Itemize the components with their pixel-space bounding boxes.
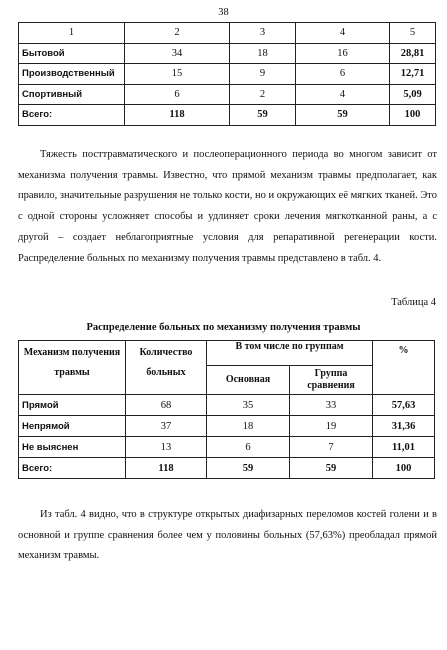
row-label: Спортивный <box>19 84 125 105</box>
column-header: Механизм получения травмы <box>19 341 126 395</box>
table-cell: 68 <box>126 395 207 416</box>
page-number: 38 <box>218 7 229 18</box>
table-row <box>19 395 435 416</box>
table-row <box>19 64 436 85</box>
table-title: Распределение больных по механизму получения травмы <box>86 322 361 333</box>
table-cell: 18 <box>207 416 290 437</box>
table-cell: 6 <box>296 64 390 85</box>
mechanism-table <box>18 340 435 479</box>
table-label: Таблица 4 <box>391 297 436 308</box>
table-cell: 4 <box>296 84 390 105</box>
column-header: % <box>373 341 435 395</box>
paragraph: Тяжесть посттравматического и послеоперационного периода во многом зависит от механизма получения травмы. Известно, что прямой механизм травмы предполагает, как правило, значительные разрушения не только кости, но и окружающих её мягких тканей. Это с одной стороны усложняет способы и удлиняет сроки лечения мягкотканной раны, а с другой – создает неблагоприятные условия для репаративной регенерации кости. Распределение больных по механизму получения травмы представлено в табл. 4. <box>18 149 437 264</box>
table-row <box>19 84 436 105</box>
row-label: Не выяснен <box>19 437 126 458</box>
table-cell: 2 <box>230 84 296 105</box>
row-label: Всего: <box>19 105 125 126</box>
table-cell: 4 <box>296 23 390 44</box>
row-label: Всего: <box>19 458 126 479</box>
column-header: Основная <box>207 366 290 395</box>
table-cell: 57,63 <box>373 395 435 416</box>
table-cell: 33 <box>290 395 373 416</box>
table-cell: 6 <box>207 437 290 458</box>
table-total-row <box>19 458 435 479</box>
table-cell: 3 <box>230 23 296 44</box>
table-cell: 59 <box>230 105 296 126</box>
table-cell: 6 <box>125 84 230 105</box>
table-cell: 12,71 <box>390 64 436 85</box>
table-cell: 59 <box>296 105 390 126</box>
table-row <box>19 437 435 458</box>
table-total-row <box>19 105 436 126</box>
table-header-row <box>19 341 435 366</box>
column-header: Группа сравнения <box>290 366 373 395</box>
body-text <box>18 145 437 269</box>
table-header-row <box>19 23 436 44</box>
row-label: Бытовой <box>19 43 125 64</box>
table-cell: 7 <box>290 437 373 458</box>
table-cell: 28,81 <box>390 43 436 64</box>
table-cell: 37 <box>126 416 207 437</box>
table-cell: 9 <box>230 64 296 85</box>
table-cell: 59 <box>290 458 373 479</box>
table-cell: 5,09 <box>390 84 436 105</box>
table-cell: 16 <box>296 43 390 64</box>
table-cell: 15 <box>125 64 230 85</box>
table-cell: 35 <box>207 395 290 416</box>
table-cell: 5 <box>390 23 436 44</box>
table-cell: 1 <box>19 23 125 44</box>
row-label: Непрямой <box>19 416 126 437</box>
table-cell: 118 <box>125 105 230 126</box>
column-header: В том числе по группам <box>207 341 373 366</box>
paragraph: Из табл. 4 видно, что в структуре открытых диафизарных переломов костей голени и в основной и группе сравнения более чем у половины больных (57,63%) преобладал прямой механизм травмы. <box>18 509 437 562</box>
body-text-conclusion <box>18 505 437 567</box>
table-cell: 19 <box>290 416 373 437</box>
table-cell: 13 <box>126 437 207 458</box>
column-header: Количество больных <box>126 341 207 395</box>
table-cell: 11,01 <box>373 437 435 458</box>
table-cell: 34 <box>125 43 230 64</box>
table-row <box>19 416 435 437</box>
table-row <box>19 43 436 64</box>
table-cell: 31,36 <box>373 416 435 437</box>
row-label: Производственный <box>19 64 125 85</box>
table-cell: 118 <box>126 458 207 479</box>
table-cell: 100 <box>373 458 435 479</box>
table-cell: 2 <box>125 23 230 44</box>
injury-type-table <box>18 22 436 126</box>
table-cell: 59 <box>207 458 290 479</box>
row-label: Прямой <box>19 395 126 416</box>
table-cell: 18 <box>230 43 296 64</box>
table-cell: 100 <box>390 105 436 126</box>
